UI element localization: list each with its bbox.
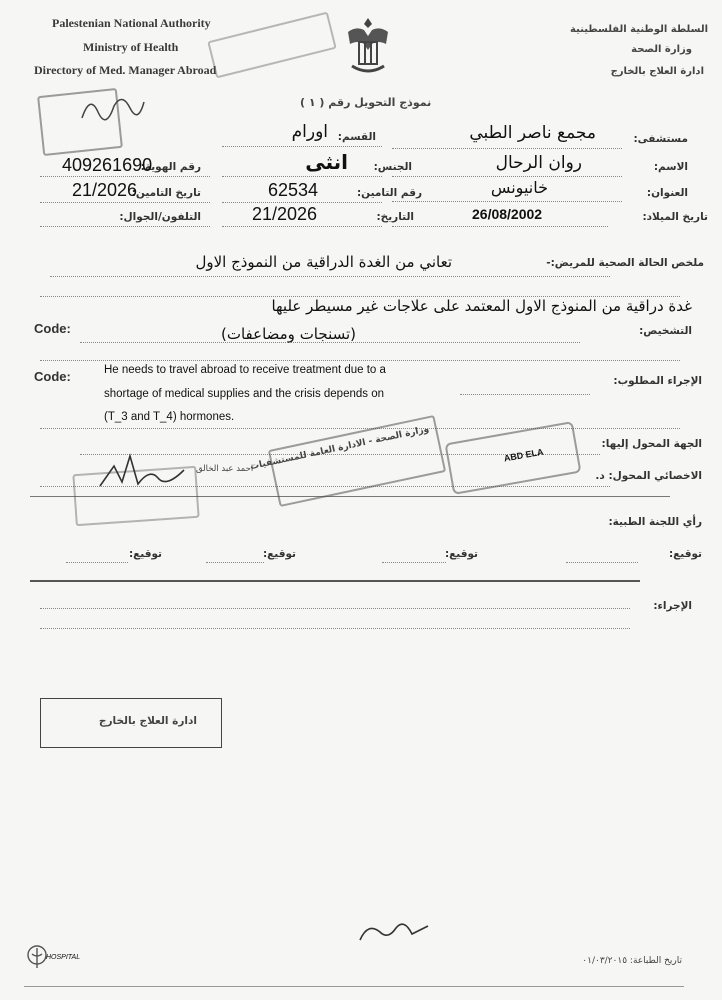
diagnosis-code-label: Code:: [34, 321, 71, 336]
signature-2-label: توقيع:: [444, 548, 478, 560]
header-en-authority: Palestenian National Authority: [52, 16, 211, 30]
hospital-value: مجمع ناصر الطبي: [469, 123, 596, 143]
signature-bottom: [354, 914, 434, 950]
insurance-date-label: تاريخ التامين:: [131, 187, 201, 199]
signature-1-label: توقيع:: [668, 548, 702, 560]
committee-opinion-label: رأي اللجنة الطبية:: [608, 516, 702, 528]
diagnosis-label: التشخيص:: [639, 325, 692, 337]
diagnosis-value-line2: (تسنجات ومضاعفات): [220, 325, 356, 343]
stamp-doctor-name: احمد عبد الخالق: [196, 464, 254, 474]
phone-label: التلفون/الجوال:: [119, 211, 201, 223]
directorate-box: [40, 698, 222, 748]
procedure-label: الإجراء:: [653, 600, 692, 612]
eagle-emblem-icon: [342, 14, 394, 80]
name-value: روان الرحال: [495, 153, 582, 173]
form-title: نموذج التحويل رقم ( ١ ): [300, 96, 432, 109]
gender-label: الجنس:: [373, 161, 412, 173]
procedure-value-line2: shortage of medical supplies and the crisis depends on: [104, 388, 385, 400]
name-label: الاسم:: [653, 161, 688, 173]
address-label: العنوان:: [646, 187, 688, 199]
id-number-value: 409261690: [62, 155, 153, 175]
stamp-doctor-text: ABD ELA: [503, 446, 545, 464]
health-summary-value: تعاني من الغدة الدراقية من النموذج الاول: [195, 253, 452, 271]
id-number-label: رقم الهوية:: [140, 161, 201, 173]
signature-specialist: [94, 448, 194, 494]
health-summary-label: ملخص الحالة الصحية للمريض:-: [546, 257, 704, 269]
header-ar-authority: السلطة الوطنية الفلسطينية: [570, 24, 708, 35]
signature-top-left: [78, 88, 148, 128]
insurance-number-value: 62534: [268, 180, 319, 200]
procedure-value-line3: (T_3 and T_4) hormones.: [104, 411, 235, 423]
header-ar-directory: ادارة العلاج بالخارج: [610, 66, 704, 77]
print-date: تاريخ الطباعة: ٠١/٠٣/٢٠١٥: [582, 956, 682, 966]
birth-date-label: تاريخ الميلاد:: [642, 211, 708, 223]
procedure-value-line1: He needs to travel abroad to receive treatment due to a: [104, 364, 386, 376]
hospital-logo-text: HOSPITAL: [46, 954, 81, 961]
referred-to-label: الجهة المحول إليها:: [601, 438, 702, 450]
signature-4-label: توقيع:: [128, 548, 162, 560]
insurance-number-label: رقم التامين:: [356, 187, 422, 199]
procedure-required-label: الإجراء المطلوب:: [613, 375, 702, 387]
department-value: اورام: [291, 122, 328, 142]
stamp-doctor: [444, 421, 581, 495]
signature-3-label: توقيع:: [262, 548, 296, 560]
stamp-header: [207, 12, 337, 79]
procedure-code-label: Code:: [34, 369, 71, 384]
stamp-ministry-text: وزارة الصحة - الادارة العامة للمستشفيات: [249, 424, 431, 473]
header-en-ministry: Ministry of Health: [83, 40, 179, 54]
directorate-box-text: ادارة العلاج بالخارج: [98, 715, 197, 727]
hospital-logo-icon: [26, 944, 48, 970]
address-value: خانيونس: [490, 178, 548, 197]
department-label: القسم:: [337, 131, 376, 143]
date-value: 21/2026: [252, 204, 318, 224]
date-label: التاريخ:: [376, 211, 414, 223]
gender-value: انثى: [305, 150, 348, 174]
header-ar-ministry: وزارة الصحة: [631, 44, 692, 55]
insurance-date-value: 21/2026: [72, 180, 138, 200]
referring-specialist-label: الاخصائي المحول: د.: [595, 470, 702, 482]
birth-date-value: 26/08/2002: [472, 206, 543, 222]
hospital-label: مستشفى:: [633, 133, 688, 145]
header-en-directory: Directory of Med. Manager Abroad: [34, 63, 217, 77]
diagnosis-value-line1: غدة دراقية من المنوذج الاول المعتمد على علاجات غير مسيطر عليها: [271, 297, 692, 315]
